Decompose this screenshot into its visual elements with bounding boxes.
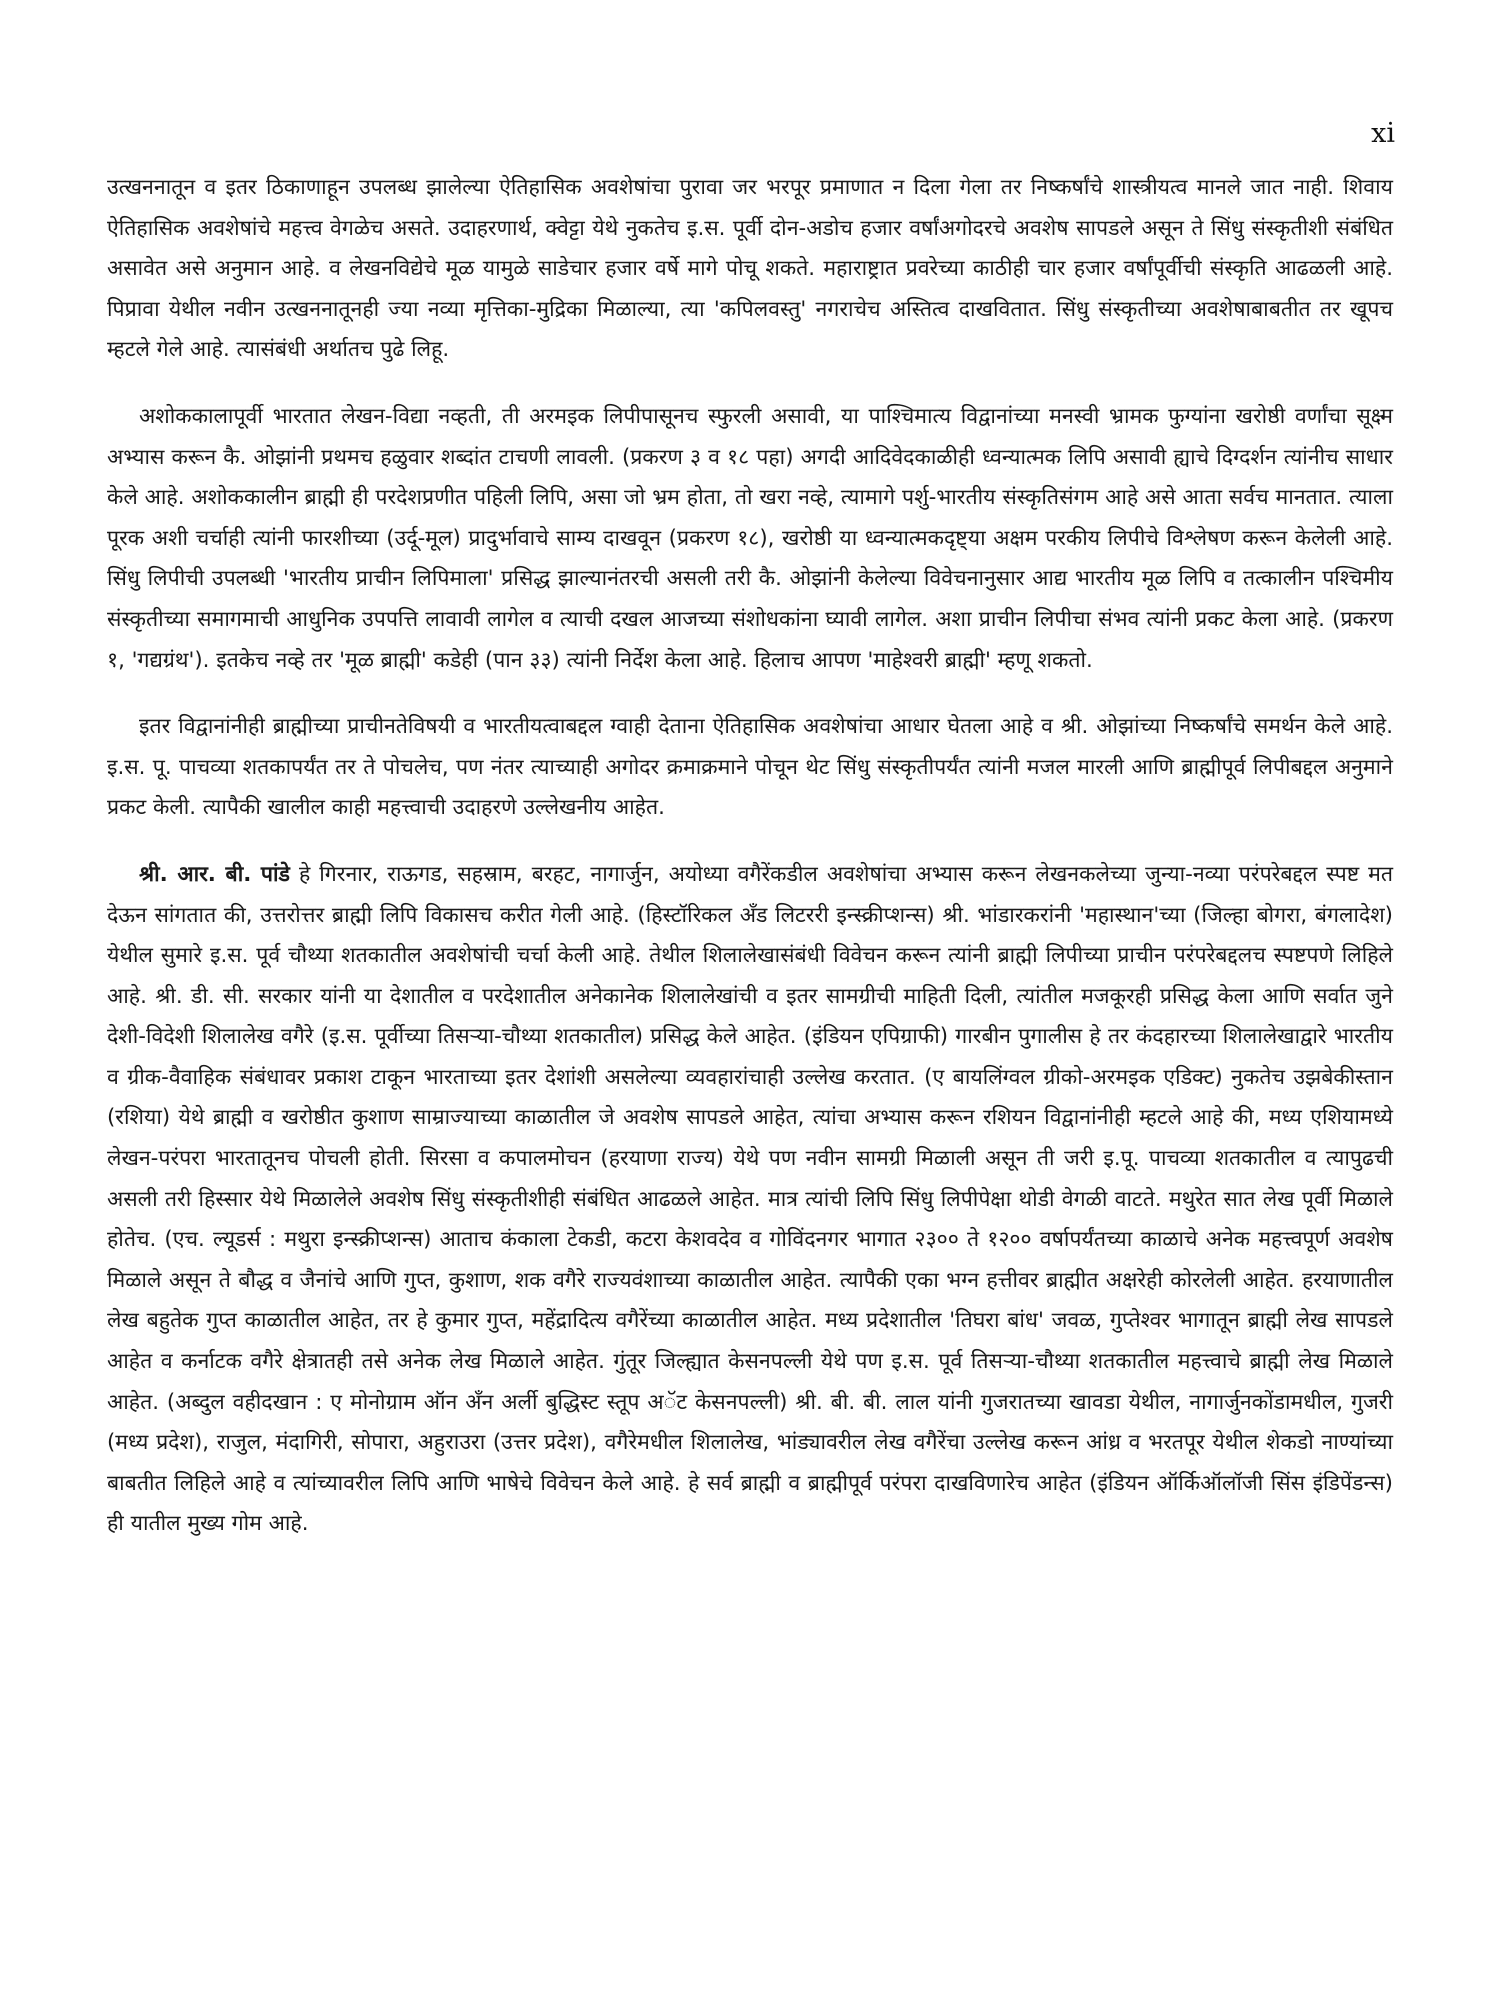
paragraph-examples	[107, 855, 1393, 1545]
paragraph: अशोककालापूर्वी भारतात लेखन-विद्या नव्हती, ती अरमइक लिपीपासूनच स्फुरली असावी, या पाश्चिमात्य विद्वानांच्या मनस्वी भ्रामक फुग्यांना खरोष्ठी वर्णांचा सूक्ष्म अभ्यास करून कै. ओझांनी प्रथमच हळुवार शब्दांत टाचणी लावली. (प्रकरण ३ व १८ पहा) अगदी आदिवेदकाळीही ध्वन्यात्मक लिपि असावी ह्याचे दिग्दर्शन त्यांनीच साधार केले आहे. अशोककालीन ब्राह्मी ही परदेशप्रणीत पहिली लिपि, असा जो भ्रम होता, तो खरा नव्हे, त्यामागे पर्शु-भारतीय संस्कृतिसंगम आहे असे आता सर्वच मानतात. त्याला पूरक अशी चर्चाही त्यांनी फारशीच्या (उर्दू-मूल) प्रादुर्भावाचे साम्य दाखवून (प्रकरण १८), खरोष्ठी या ध्वन्यात्मकदृष्ट्या अक्षम परकीय लिपीचे विश्लेषण करून केलेली आहे. सिंधु लिपीची उपलब्धी 'भारतीय प्राचीन लिपिमाला' प्रसिद्ध झाल्यानंतरची असली तरी कै. ओझांनी केलेल्या विवेचनानुसार आद्य भारतीय मूळ लिपि व तत्कालीन पश्चिमीय संस्कृतीच्या समागमाची आधुनिक उपपत्ति लावावी लागेल व त्याची दखल आजच्या संशोधकांना घ्यावी लागेल. अशा प्राचीन लिपीचा संभव त्यांनी प्रकट केला आहे. (प्रकरण १, 'गद्यग्रंथ'). इतकेच नव्हे तर 'मूळ ब्राह्मी' कडेही (पान ३३) त्यांनी निर्देश केला आहे. हिलाच आपण 'माहेश्वरी ब्राह्मी' म्हणू शकतो.	[107, 403, 1393, 673]
paragraph-lead: श्री. आर. बी. पांडे	[139, 861, 290, 887]
page-number: xi	[1371, 118, 1395, 149]
body-text	[107, 168, 1393, 1571]
paragraph-rest: हे गिरनार, राऊगड, सहस्राम, बरहट, नागार्जुन, अयोध्या वगैरेंकडील अवशेषांचा अभ्यास करून लेखनकलेच्या जुन्या-नव्या परंपरेबद्दल स्पष्ट मत देऊन सांगतात की, उत्तरोत्तर ब्राह्मी लिपि विकासच करीत गेली आहे. (हिस्टॉरिकल अँड लिटररी इन्स्क्रीप्शन्स) श्री. भांडारकरांनी 'महास्थान'च्या (जिल्हा बोगरा, बंगलादेश) येथील सुमारे इ.स. पूर्व चौथ्या शतकातील अवशेषांची चर्चा केली आहे. तेथील शिलालेखासंबंधी विवेचन करून त्यांनी ब्राह्मी लिपीच्या प्राचीन परंपरेबद्दलच स्पष्टपणे लिहिले आहे. श्री. डी. सी. सरकार यांनी या देशातील व परदेशातील अनेकानेक शिलालेखांची व इतर सामग्रीची माहिती दिली, त्यांतील मजकूरही प्रसिद्ध केला आणि सर्वात जुने देशी-विदेशी शिलालेख वगैरे (इ.स. पूर्वीच्या तिसऱ्या-चौथ्या शतकातील) प्रसिद्ध केले आहेत. (इंडियन एपिग्राफी) गारबीन पुगालीस हे तर कंदहारच्या शिलालेखाद्वारे भारतीय व ग्रीक-वैवाहिक संबंधावर प्रकाश टाकून भारताच्या इतर देशांशी असलेल्या व्यवहारांचाही उल्लेख करतात. (ए बायलिंग्वल ग्रीको-अरमइक एडिक्ट) नुकतेच उझबेकीस्तान (रशिया) येथे ब्राह्मी व खरोष्ठीत कुशाण साम्राज्याच्या काळातील जे अवशेष सापडले आहेत, त्यांचा अभ्यास करून रशियन विद्वानांनीही म्हटले आहे की, मध्य एशियामध्ये लेखन-परंपरा भारतातूनच पोचली होती. सिरसा व कपालमोचन (हरयाणा राज्य) येथे पण नवीन सामग्री मिळाली असून ती जरी इ.पू. पाचव्या शतकातील व त्यापुढची असली तरी हिस्सार येथे मिळालेले अवशेष सिंधु संस्कृतीशीही संबंधित आढळले आहेत. मात्र त्यांची लिपि सिंधु लिपीपेक्षा थोडी वेगळी वाटते. मथुरेत सात लेख पूर्वी मिळाले होतेच. (एच. ल्यूडर्स : मथुरा इन्स्क्रीप्शन्स) आताच कंकाला टेकडी, कटरा केशवदेव व गोविंदनगर भागात २३०० ते १२०० वर्षापर्यंतच्या काळाचे अनेक महत्त्वपूर्ण अवशेष मिळाले असून ते बौद्ध व जैनांचे आणि गुप्त, कुशाण, शक वगैरे राज्यवंशाच्या काळातील आहेत. त्यापैकी एका भग्न हत्तीवर ब्राह्मीत अक्षरेही कोरलेली आहेत. हरयाणातील लेख बहुतेक गुप्त काळातील आहेत, तर हे कुमार गुप्त, महेंद्रादित्य वगैरेंच्या काळातील आहेत. मध्य प्रदेशातील 'तिघरा बांध' जवळ, गुप्तेश्वर भागातून ब्राह्मी लेख सापडले आहेत व कर्नाटक वगैरे क्षेत्रातही तसे अनेक लेख मिळाले आहेत. गुंतूर जिल्ह्यात केसनपल्ली येथे पण इ.स. पूर्व तिसऱ्या-चौथ्या शतकातील महत्त्वाचे ब्राह्मी लेख मिळाले आहेत. (अब्दुल वहीदखान : ए मोनोग्राम ऑन अँन अर्ली बुद्धिस्ट स्तूप अॅट केसनपल्ली) श्री. बी. बी. लाल यांनी गुजरातच्या खावडा येथील, नागार्जुनकोंडामधील, गुजरी (मध्य प्रदेश), राजुल, मंदागिरी, सोपारा, अहुराउरा (उत्तर प्रदेश), वगैरेमधील शिलालेख, भांड्यावरील लेख वगैरेंचा उल्लेख करून आंध्र व भरतपूर येथील शेकडो नाण्यांच्या बाबतीत लिहिले आहे व त्यांच्यावरील लिपि आणि भाषेचे विवेचन केले आहे. हे सर्व ब्राह्मी व ब्राह्मीपूर्व परंपरा दाखविणारेच आहेत (इंडियन ऑर्किऑलॉजी सिंस इंडिपेंडन्स) ही यातील मुख्य गोम आहे.	[107, 861, 1393, 1537]
paragraph: इतर विद्वानांनीही ब्राह्मीच्या प्राचीनतेविषयी व भारतीयत्वाबद्दल ग्वाही देताना ऐतिहासिक अवशेषांचा आधार घेतला आहे व श्री. ओझांच्या निष्कर्षांचे समर्थन केले आहे. इ.स. पू. पाचव्या शतकापर्यंत तर ते पोचलेच, पण नंतर त्याच्याही अगोदर क्रमाक्रमाने पोचून थेट सिंधु संस्कृतीपर्यंत त्यांनी मजल मारली आणि ब्राह्मीपूर्व लिपीबद्दल अनुमाने प्रकट केली. त्यापैकी खालील काही महत्त्वाची उदाहरणे उल्लेखनीय आहेत.	[107, 714, 1393, 821]
paragraph: उत्खननातून व इतर ठिकाणाहून उपलब्ध झालेल्या ऐतिहासिक अवशेषांचा पुरावा जर भरपूर प्रमाणात न दिला गेला तर निष्कर्षांचे शास्त्रीयत्व मानले जात नाही. शिवाय ऐतिहासिक अवशेषांचे महत्त्व वेगळेच असते. उदाहरणार्थ, क्वेट्टा येथे नुकतेच इ.स. पूर्वी दोन-अडोच हजार वर्षांअगोदरचे अवशेष सापडले असून ते सिंधु संस्कृतीशी संबंधित असावेत असे अनुमान आहे. व लेखनविद्येचे मूळ यामुळे साडेचार हजार वर्षे मागे पोचू शकते. महाराष्ट्रात प्रवरेच्या काठीही चार हजार वर्षांपूर्वीची संस्कृति आढळली आहे. पिप्रावा येथील नवीन उत्खननातूनही ज्या नव्या मृत्तिका-मुद्रिका मिळाल्या, त्या 'कपिलवस्तु' नगराचेच अस्तित्व दाखवितात. सिंधु संस्कृतीच्या अवशेषाबाबतीत तर खूपच म्हटले गेले आहे. त्यासंबंधी अर्थातच पुढे लिहू.	[107, 175, 1393, 363]
